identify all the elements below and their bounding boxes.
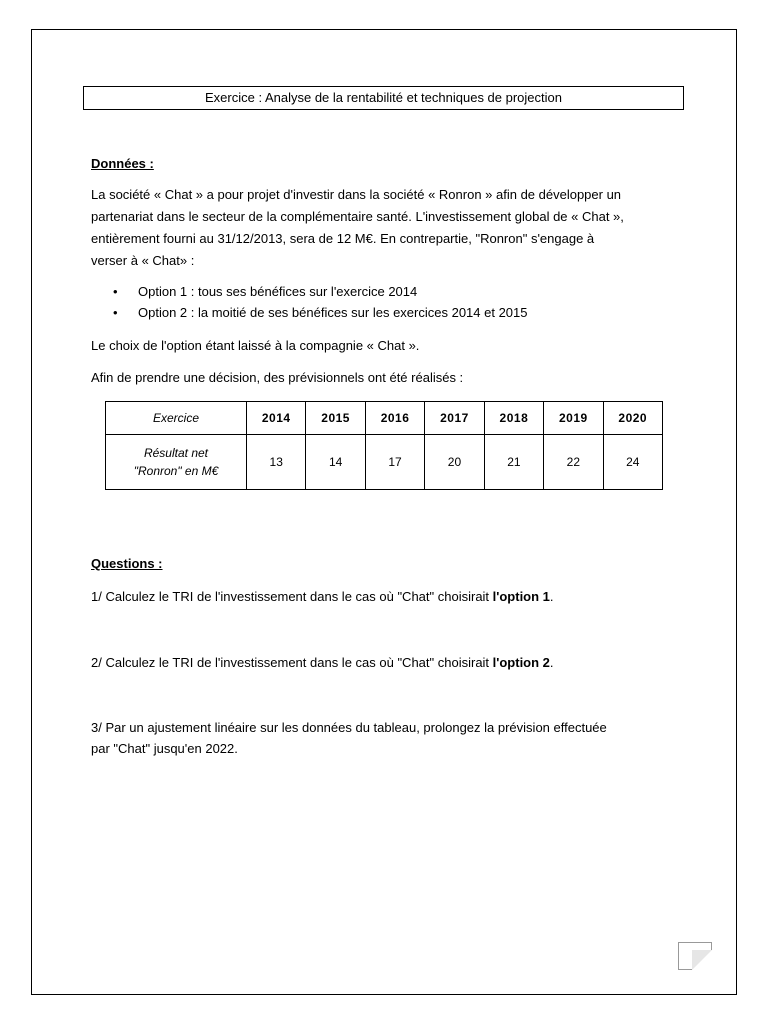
year-cell: 2019 <box>544 402 603 435</box>
page-curl-icon <box>692 950 712 970</box>
question-1 <box>91 586 701 607</box>
bullet-icon: • <box>113 305 118 320</box>
value-cell: 21 <box>484 435 543 490</box>
intro-line-1: La société « Chat » a pour projet d'investir dans la société « Ronron » afin de développer un <box>91 187 622 202</box>
table-row <box>106 435 663 490</box>
page-number: 1 <box>692 949 698 960</box>
year-cell: 2020 <box>603 402 662 435</box>
question-3-line-1: 3/ Par un ajustement linéaire sur les données du tableau, prolongez la prévision effectuée <box>91 720 607 735</box>
row-label-cell <box>106 435 247 490</box>
page-border <box>31 29 737 995</box>
value-cell: 13 <box>247 435 306 490</box>
intro-line-4: verser à « Chat» : <box>91 253 195 268</box>
option-2-text: Option 2 : la moitié de ses bénéfices sur les exercices 2014 et 2015 <box>138 305 528 320</box>
year-cell: 2015 <box>306 402 365 435</box>
choice-sentence: Le choix de l'option étant laissé à la compagnie « Chat ». <box>91 338 420 353</box>
table-row <box>106 402 663 435</box>
value-cell: 20 <box>425 435 484 490</box>
year-cell: 2014 <box>247 402 306 435</box>
intro-line-3: entièrement fourni au 31/12/2013, sera de 12 M€. En contrepartie, "Ronron" s'engage à <box>91 231 595 246</box>
bullet-icon: • <box>113 284 118 299</box>
year-cell: 2017 <box>425 402 484 435</box>
list-item <box>91 281 691 302</box>
options-list <box>91 281 691 323</box>
value-cell: 17 <box>365 435 424 490</box>
value-cell: 14 <box>306 435 365 490</box>
value-cell: 22 <box>544 435 603 490</box>
forecast-table <box>105 401 663 490</box>
list-item <box>91 302 691 323</box>
intro-line-2: partenariat dans le secteur de la complémentaire santé. L'investissement global de « Chat », <box>91 209 624 224</box>
forecast-intro: Afin de prendre une décision, des prévisionnels ont été réalisés : <box>91 370 464 385</box>
question-1-option: l'option 1 <box>492 589 550 604</box>
option-1-text: Option 1 : tous ses bénéfices sur l'exercice 2014 <box>138 284 418 299</box>
question-3-line-2: par "Chat" jusqu'en 2022. <box>91 741 238 756</box>
row-label-line-1: Résultat net <box>143 446 209 460</box>
question-2-period: . <box>549 655 554 670</box>
questions-heading: Questions : <box>91 556 163 571</box>
question-2-text: 2/ Calculez le TRI de l'investissement dans le cas où "Chat" choisirait <box>91 655 493 670</box>
question-3 <box>91 717 701 759</box>
header-label-cell: Exercice <box>106 402 247 435</box>
year-cell: 2016 <box>365 402 424 435</box>
question-1-text: 1/ Calculez le TRI de l'investissement dans le cas où "Chat" choisirait <box>91 589 493 604</box>
donnees-heading: Données : <box>91 156 154 171</box>
intro-paragraph <box>91 184 691 272</box>
exercise-title: Exercice : Analyse de la rentabilité et techniques de projection <box>83 86 684 110</box>
question-1-period: . <box>549 589 554 604</box>
value-cell: 24 <box>603 435 662 490</box>
row-label-line-2: "Ronron" en M€ <box>133 464 219 478</box>
question-2 <box>91 652 701 673</box>
page-number-tab <box>678 942 712 970</box>
year-cell: 2018 <box>484 402 543 435</box>
question-2-option: l'option 2 <box>492 655 550 670</box>
